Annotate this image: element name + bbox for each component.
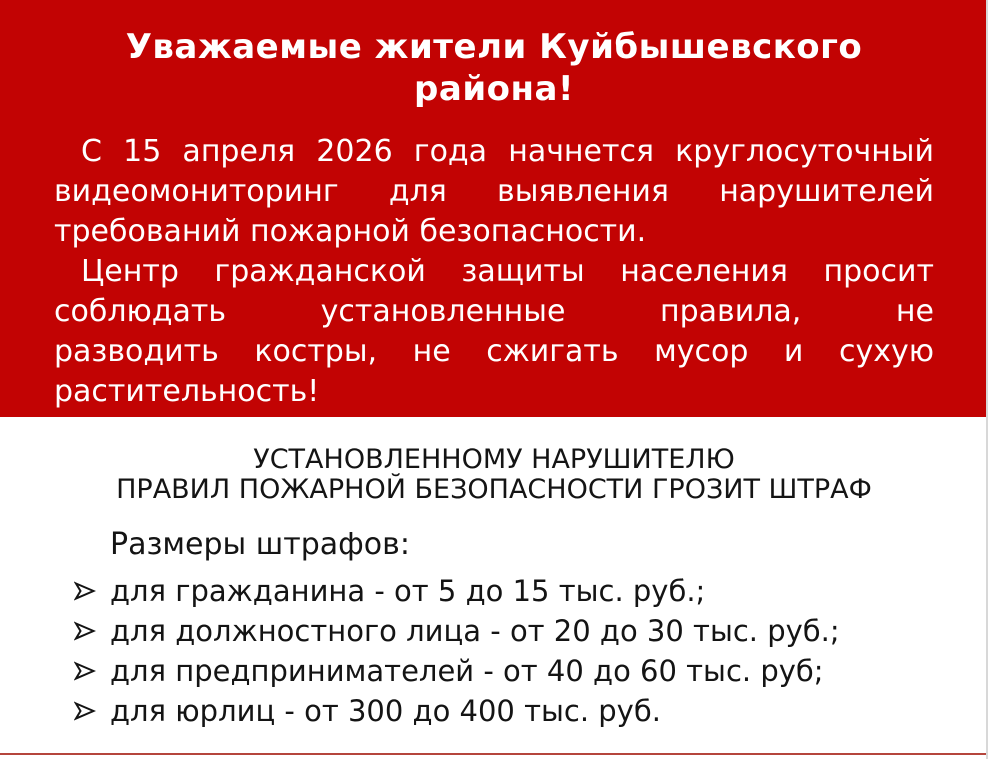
arrow-bullet-icon xyxy=(74,580,96,602)
bottom-divider-line xyxy=(0,753,988,755)
fines-item xyxy=(74,651,948,691)
banner-paragraph-2-line-4: растительность! xyxy=(54,374,320,409)
banner-paragraph-2-line-3: разводить костры, не сжигать мусор и сухую xyxy=(54,334,934,369)
fines-heading xyxy=(0,445,988,505)
arrow-bullet-icon xyxy=(74,660,96,682)
fines-item xyxy=(74,611,948,651)
arrow-bullet-icon xyxy=(74,700,96,722)
banner-paragraph-2-line-1: Центр гражданской защиты населения просит xyxy=(81,254,934,289)
fines-list xyxy=(0,571,988,731)
fines-heading-line-2: ПРАВИЛ ПОЖАРНОЙ БЕЗОПАСНОСТИ ГРОЗИТ ШТРАФ xyxy=(116,474,872,505)
fines-heading-line-1: УСТАНОВЛЕННОМУ НАРУШИТЕЛЮ xyxy=(253,444,735,475)
banner-paragraph-1 xyxy=(54,132,934,252)
fines-item-text: для юрлиц - от 300 до 400 тыс. руб. xyxy=(110,694,661,728)
fines-section xyxy=(0,417,988,731)
fines-item-text: для предпринимателей - от 40 до 60 тыс. руб; xyxy=(110,654,824,688)
fines-item xyxy=(74,691,948,731)
fines-item-text: для должностного лица - от 20 до 30 тыс. руб.; xyxy=(110,614,840,648)
fines-item-text: для гражданина - от 5 до 15 тыс. руб.; xyxy=(110,574,706,608)
banner-paragraph-1-line-2: видеомониторинг для выявления нарушителей xyxy=(54,174,934,209)
fines-label: Размеры штрафов: xyxy=(110,527,410,562)
fines-item xyxy=(74,571,948,611)
banner-paragraph-1-line-1: С 15 апреля 2026 года начнется круглосуточный xyxy=(81,134,934,169)
banner-paragraph-1-line-3: требований пожарной безопасности. xyxy=(54,214,647,249)
arrow-bullet-icon xyxy=(74,620,96,642)
banner-title: Уважаемые жители Куйбышевского района! xyxy=(125,27,863,109)
banner-paragraph-2 xyxy=(54,252,934,412)
banner-paragraph-2-line-2: соблюдать установленные правила, не xyxy=(54,294,934,329)
